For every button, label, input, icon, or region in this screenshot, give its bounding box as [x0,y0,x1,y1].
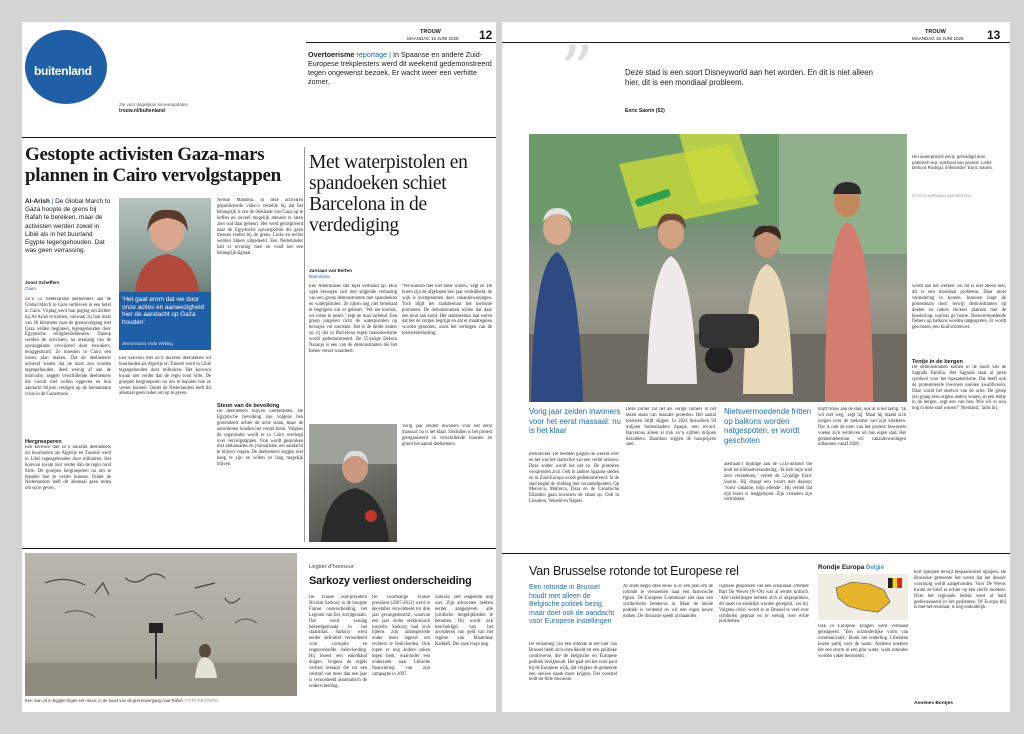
rondje-europa-label [818,564,884,571]
egypt-photo-caption [25,698,297,703]
overtourism-intro-box: Overtoerisme reportage | In Spaanse en andere Zuid-Europese trekpleisters werd dit weekend gedemonstreerd tegen ongewenst bezoek. Er wacht weer een verhitte zomer. [308,50,492,86]
sarkozy-body-2: De voormalige Franse president (2007-2012) werd in december veroordeeld tot drie jaar gevangenisstraf, waarvan een jaar onder elektronisch toezicht. Sarkozy had zich tijdens zijn ambtsperiode onder meer ingezet om rechters te beïnvloeden. Ook lopen er nog andere zaken tegen hem, waaronder een onderzoek naar Libische financiering van zijn campagne in 2007. [372,595,430,677]
gaza-location: Cairo [25,286,36,291]
rotonde-body: De benaming van een rotonde in het hart van Brussel heeft zich ontwikkeld tot een politieke controverse, die de Belgische en Europese politiek bezighoudt. Het gaat om het rond punt bij de Europese wijk, dat volgens de gemeente een nieuwe naam moet krijgen. Dat voorstel leidt tot felle discussie. [529,642,617,683]
sarkozy-body-3: Sarkozy zelf reageerde nog niet. Zijn advocaten hebben eerder aangegeven alle juridische mogelijkheden te benutten. Hij wordt ook beschuldigd van het accepteren van geld van het regime van Muammar Kaddafi. Die zaak loopt nog. [435,595,493,648]
gaza-byline [25,280,111,292]
rotonde-body-3: cognose gesproken van een schandaal. Premier Bart De Wever (N-VA) was al eerder kritisch. ‘Alle instellingen hebben zich al uitgesproken, dit moet nu eindelijk worden geregeld,’ zei hij. Volgens critici wordt er in Brussel te veel over symbolen gepraat en te weinig over echte problemen. [719,584,809,625]
right-body-4: Deze zomer zal net als vorige zomers in het teken staan van massale protesten. Het aantal toeristen blijft stijgen. In 2024 bezochten 94 miljoen buitenlanders Spanje, een record. Barcelona alleen al trok zo’n vijftien miljoen bezoekers. Daardoor stijgen de huurprijzen snel. [626,407,716,448]
gaza-portrait-photo [119,198,211,292]
barcelona-author: Jurriaan van Eerten [309,268,352,273]
section-tagline: Zie voor dagelijkse nieuwsupdates [119,102,188,107]
gaza-lead-column: Al-Arish | De Global March to Gaza hoopte de grens bij Rafah te bereiken, maar de activisten werden zowel in Libië als in het buurland Egypte tegengehouden. Dat was geen verrassing. [25,198,111,255]
right-body-6: blijft trouw aan de stad, ook al is het lastig. ‘Ik wil niet weg,’ zegt hij. Maar hij maakt zich zorgen over de toekomst van zijn kinderen. Dat is ook de toon van het protest: bewoners voelen zich verdreven uit hun eigen stad. Het gemeentebestuur wil vakantiewoningen uitbannen vanaf 2028. [818,407,906,448]
gaza-dateline: Al-Arish [25,198,50,205]
callout-left: Vorig jaar zeiden inwoners voor het eerst massaal: nu is het klaar [529,407,621,436]
protest-illustration [529,134,907,402]
overtourism-intro: In Spaanse en andere Zuid-Europese trekpleisters werd dit weekend gedemonstreerd tegen ongewenst bezoek. Er wacht weer een verhitte zomer. [308,50,492,86]
pull-quote-attribution: Enric Saorin (52) [625,108,665,114]
gaza-body-4: De deelnemers blijven vastbesloten. De Egyptische bevolking zou volgens hen grotendeels achter de actie staan, maar de autoriteiten houden het verzet klein. Volgens de organisatie wordt er in Caïro overlegd over vervolgstappen. Ook wordt gesproken met ambassades en journalisten om aandacht te blijven vragen. De deelnemers zeggen niet bang te zijn en willen zo lang mogelijk blijven. [217,409,303,468]
page-date-right: MAANDAG 16 JUNI 2025 [912,36,964,41]
barcelona-body-3: Vorig jaar zeiden inwoners voor het eerst massaal: nu is het klaar. Sindsdien is het protest georganiseerd in verschillende buurten en groeit het aantal deelnemers. [402,424,492,447]
gaza-lead: De Global March to Gaza hoopte de grens bij Rafah te bereiken, maar de activisten werden zowel in Libië als in het buurland Egypte tegengehouden. Dat was geen verrassing. [25,198,111,255]
gaza-body-2: Een konvooi met zo’n duizend deelnemers uit buurlanden als Algerije en Tunesië werd in Libië tegengehouden door militairen. Het konvooi kwam niet verder dan de regio rond Sirte. De groepen hergroeperen nu om te bepalen hoe ze verder kunnen. Onder de Nederlanders leeft dit allemaal geen reden om op te geven. [25,445,111,492]
rondje-label: Rondje Europa [818,564,865,571]
barcelona-protest-photo [529,134,907,402]
right-photo-credit: FOTO’S JURRIAAN VAN EERTEN [912,194,971,198]
rondje-body-2: kort opkopen terwijl bespaarkosten oplopen. De Brusselse gemeente liet weten dat het dossier voorlopig wordt aangehouden. Voor De Wever kwam de brief er echter op een slecht moment. Over het regionale beleid werd al hard gediscussieerd in het parlement. Of Europa blij is met het resultaat, is nog onduidelijk. [914,570,1006,611]
wall-illustration [25,553,297,696]
gaza-body-3: Nelson Mandela. In deze activisten gepubliceerde video’s vertelde hij dat het belangrijk is om de blokkade van Gaza op te heffen en zoveel mogelijk mensen te laten zien wat daar gebeurt. Het werd geïnspireerd naar de Egyptische opvoerpolitie die geen mensen toeliet bij de grens. Links en rechts werden tikken uitgedeeld. Een Nederlander had er ervaring mee en vond het een belangrijk signaal. [217,198,303,257]
gaza-subheading-1: Hergroeperen [25,439,62,445]
rotonde-headline: Van Brusselse rotonde tot Europese rel [529,564,739,578]
section-url[interactable]: trouw.nl/buitenland [119,108,165,114]
pull-quote: Deze stad is een soort Disneyworld aan het worden. En dit is niet alleen hier, dit is een mondiaal probleem. [625,68,873,87]
right-photo-caption: Het waterpistool werd, gehuldigd door praktisch nut, symbool van protest. Links: Debora Rodrigo; linksonder: Enric Saorin. [912,154,994,171]
paper-name-right: TROUW [925,29,946,35]
barcelona-headline: Met waterpistolen en spandoeken schiet Barcelona in de verdediging [309,152,468,236]
page-number-right: 13 [987,28,1001,42]
right-page [502,22,1010,712]
gaza-quote: ‘Het gaat erom dat we door onze acties en aanwezigheid hier de aandacht op Gaza houden’ [122,296,205,326]
overtourism-kicker: Overtoerisme [308,50,355,59]
egypt-caption-text: Een man zit in Egypte tegen een muur, in de buurt van de grensovergang naar Rafah. [25,698,184,703]
right-body-5: asemaan’s bijdrage aan de CO2-uitstoot die leidt tot klimaatverandering. ‘Ik heb mijn stad zien veranderen,’ vertelt de 52-jarige Enric Saorin. Hij draagt een t-shirt met daarop: ‘Jouw vakantie, mijn ellende’. Hij vertelt dat zijn buurt is leeggelopen. Zijn vrienden zijn vertrokken. [724,462,812,503]
belgium-map-illustration [818,574,908,620]
right-body-3: metroticket. De beelden gingen de wereld over en het was het startschot van een verhit seizoen. Deze zomer wordt het net zo. De protesten verspreiden zich. Ook in andere Spaanse steden en in Zuid-Europa wordt gedemonstreerd. In de stad begint de middag met verzamelpunten. Op Menorca, Mallorca, Ibiza en de Canarische Eilanden gaan inwoners de straat op. Ook in Lissabon, Venetië en Napels. [529,452,619,505]
sarkozy-kicker: Légion d’honneur [309,564,354,570]
overtourism-tag: reportage [356,50,388,59]
portrait-illustration [119,198,211,292]
right-column-body-2: De demonstranten komen in de buurt van de Sagrada Família. Het Sagrada staat al jaren symbool voor het massatoerisme. Dat heeft ook de protesterende inwoners kunnen kwalificeren. Daar wordt het doelwit van de actie. De groep zou graag eens ergens anders wonen, in een tentje in de bergen, zegt een van hen. Wie wil er nou nog in deze stad wonen? ‘Niemand,’ lacht hij. [912,365,1006,412]
egypt-wall-photo [25,553,297,696]
right-subheading-1: Tentje in de bergen [912,359,963,365]
barcelona-body: Een Amerikaans stel kijkt verbaasd op. Hun ogen bewegen zich met stijgende verbazing van een groep demonstranten met spandoeken en waterpistolen. Ze lijken nog niet helemaal te begrijpen wat er gebeurt. ‘We are tourists, we come in peace,’ zegt de man lachend. Een groep jongeren richt de waterpistolen op terrasjes vol toeristen. Het is de derde zomer op rij dat in Barcelona tegen massatoerisme wordt gedemonstreerd. De 55-jarige Debora Naranjo is een van de demonstranten die het kleine verzet waardeert. [309,284,397,354]
gaza-body: Zo’n 55 Nederlandse deelnemers aan de Global March to Gaza verbleven in een hotel in Caïro. Vrijdag werd hun poging om dichter bij Al-Arish te komen, vanwaar zij hun mars van 48 kilometer naar de grensovergang met Gaza wilden beginnen, tegengehouden door Egyptische veiligheidsdiensten. Daarop werden de activisten, na urenlang van de opvangplaats verwijderd door bewakers, teruggestuurd. Ze moesten in Caïro een nieuw plan maken. Dat de deelnemers achteraf wisten dat de mars zou worden tegengehouden, deed weinig af aan de motivatie, zeggen verschillende deelnemers die vooral niet willen opgeven en hun aandacht blijven vestigen op de humanitaire crisis in de Gazastrook. [25,297,111,397]
page-number: 12 [479,28,493,42]
section-label: buitenland [34,64,92,78]
gaza-subheading-2: Steun van de bevolking [217,403,280,409]
egypt-caption-credit: FOTO REUTERS [185,698,218,703]
gaza-body-continued: Een konvooi met zo’n duizend deelnemers uit buurlanden als Algerije en Tunesië werd in Libië tegengehouden door militairen. Het konvooi kwam niet verder dan de regio rond Sirte. De groepen hergroeperen nu om te bepalen hoe ze verder kunnen. Onder de Nederlanders leeft dit allemaal geen reden om op te geven. [119,356,211,397]
rondje-country: België [866,564,885,571]
callout-right: Nietsvermoedende fritten op balkons worden natgespoten, er wordt geschoten [724,407,812,445]
barcelona-byline [309,268,399,280]
sarkozy-headline: Sarkozy verliest onderscheiding [309,575,472,587]
page-date: MAANDAG 16 JUNI 2025 [407,36,459,41]
protester-illustration [309,424,397,542]
left-page [22,22,496,712]
rotonde-body-2: Al sinds begin deze eeuw is er een plan om de rotonde te vernoemen naar een historische figuur. De Europese Commissie ziet daar een symbolische betekenis in. Maar de lokale politiek is verdeeld en wil een eigen keuze maken. De discussie speelt al maanden. [623,584,713,619]
rondje-author: Annelies Bontjes [914,701,953,706]
quote-mark-icon: ” [560,38,594,104]
gaza-author: Joost Scheffers [25,280,60,285]
gaza-headline: Gestopte activisten Gaza-mars plannen in Cairo vervolgstappen [25,144,281,186]
sarkozy-body: De Franse oud-president Nicolas Sarkozy is de hoogste Franse onderscheiding, het Legioen van Eer, kwijtgeraakt. Dat werd zondag bekendgemaakt in het staatsblad. Sarkozy werd eerder definitief veroordeeld voor corruptie en ongeoorloofde beïnvloeding. Hij moest een enkelband dragen. Volgens de regels verliest iemand die tot een celstraf van meer dan een jaar is veroordeeld automatisch de onderscheiding. [309,595,367,689]
barcelona-location: Barcelona [309,274,330,279]
rondje-body: Ook in Europese kringen werd verbaasd gereageerd. ‘Een uitzonderlijke vorm van communicatie,’ klonk het onderling. Liberalen kozen partij voor de naam. Anderen noemen het een storm in een glas water, want rotondes worden vaker hernoemd. [818,624,908,659]
right-column-body-1: wordt aan het werken. En dit is niet alleen hier, dit is een mondiaal probleem. Daar moet verandering in komen. Intussen loopt de protestmars door, terwijl demonstranten op doelen en ramen stickers plakken met de boodschap: tourists go home. Nietsvermoedende fietsers op balkons worden natgespoten. Er wordt geschoten, een kind schreeuwt. [912,284,1006,331]
rotonde-lead: Een rotonde in Brussel houdt met alleen de Belgische politiek bezig, maar doet ook de aandacht voor Europese instellingen [529,584,615,626]
belgium-map [818,574,908,620]
gaza-quote-attribution: demonstrant Viola Welling [122,341,173,346]
paper-name: TROUW [420,29,441,35]
barcelona-body-2: ‘We kunnen hier niet meer wonen,’ zegt ze. De huren zijn de afgelopen tien jaar verdubbeld, de wijk is overgenomen door vakantiewoningen. Toch blijft het stadsbestuur het toerisme promoten. De demonstranten willen dat daar een eind aan komt. Het stadsbestuur laat weten dat het de zorgen begrijpt en dat er maatregelen worden genomen, zoals het verhogen van de toeristenbelasting. [402,284,492,337]
barcelona-protester-photo [309,424,397,542]
